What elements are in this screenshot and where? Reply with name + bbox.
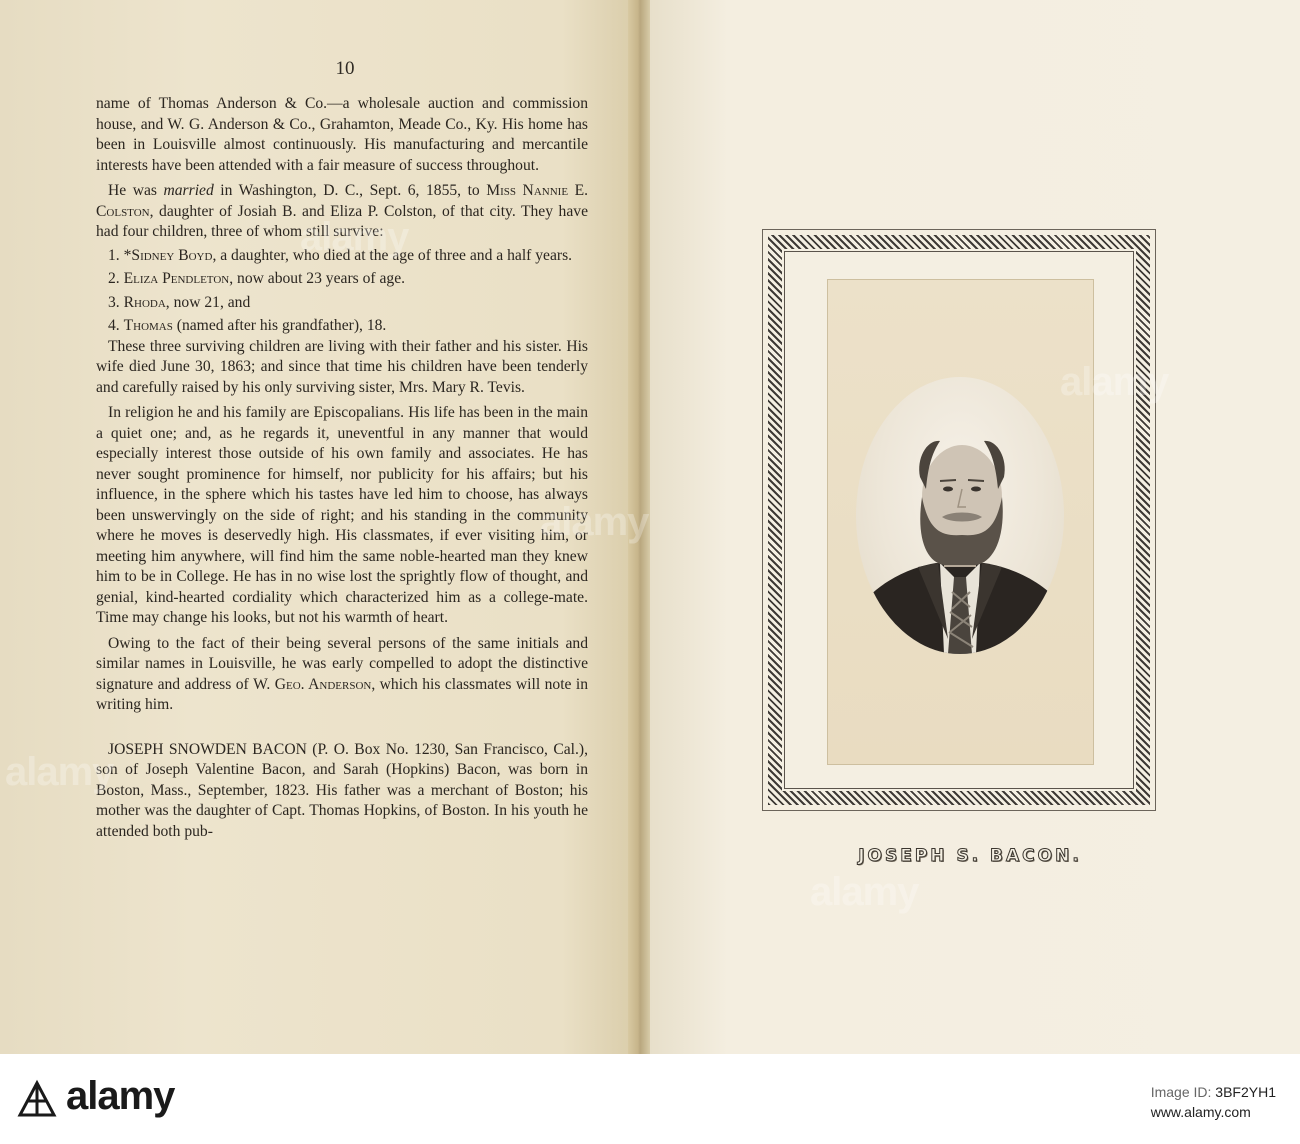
watermark-overlay-2: alamy bbox=[1060, 360, 1169, 404]
wife-name: Miss Nannie E. Colston bbox=[96, 182, 588, 220]
watermark-overlay-3: alamy bbox=[540, 500, 649, 544]
paragraph-5: Owing to the fact of their being several persons of the same initials and similar names in Louisville, he was early compelled to adopt the distinctive signature and address of W. Geo. Anderson, which his classmates will note in writing him. bbox=[96, 634, 589, 713]
watermark-bar bbox=[0, 1054, 1300, 1144]
paragraph-bacon-entry: JOSEPH SNOWDEN BACON (P. O. Box No. 1230, San Francisco, Cal.), son of Joseph Valentine Bacon, and Sarah (Hopkins) Bacon, was born in Boston, Mass., September, 1823. His father was a merchant of Boston; his mother was the daughter of Capt. Thomas Hopkins, of Boston. In his youth he attended both pub- bbox=[96, 740, 588, 840]
image-id-value: 3BF2YH1 bbox=[1215, 1084, 1276, 1100]
alamy-logo-icon bbox=[14, 1077, 60, 1123]
child-item-4: 4. Thomas (named after his grandfather), 18. bbox=[108, 317, 387, 334]
married-word: married bbox=[163, 182, 214, 199]
watermark-meta bbox=[1151, 1082, 1276, 1122]
paragraph-1: name of Thomas Anderson & Co.—a wholesale auction and commission house, and W. G. Anderson & Co., Grahamton, Meade Co., Ky. His home has been in Louisville almost continuously. His manufacturing and mercantile interests have been attended with a fair measure of success throughout. bbox=[96, 95, 588, 174]
paragraph-2: He was married in Washington, D. C., Sept. 6, 1855, to Miss Nannie E. Colston, daughter of Josiah B. and Eliza P. Colston, of that city. They have had four children, three of whom still survive: bbox=[96, 182, 588, 240]
watermark-overlay-4: alamy bbox=[5, 750, 114, 794]
alamy-site: www.alamy.com bbox=[1150, 1104, 1251, 1120]
watermark-overlay-5: alamy bbox=[810, 870, 919, 914]
page-number: 10 bbox=[335, 58, 355, 79]
biography-text bbox=[96, 94, 588, 842]
child-item-2: 2. Eliza Pendleton, now about 23 years of age. bbox=[108, 270, 406, 287]
paragraph-3: These three surviving children are living with their father and his sister. His wife died June 30, 1863; and since that time his children have been tenderly and carefully raised by his only surviving sister, Mrs. Mary R. Tevis. bbox=[96, 337, 588, 396]
child-item-3: 3. Rhoda, now 21, and bbox=[108, 293, 251, 311]
image-id-label: Image ID: bbox=[1150, 1084, 1212, 1100]
paragraph-4: In religion he and his family are Episcopalians. His life has been in the main a quiet one; and, as he regards it, uneventful in any manner that would especially interest those outside of his own family and associates. He has never sought prominence for himself, nor publicity for his affairs; but his influence, in the sphere which his tastes have led him to choose, has always been unswervingly on the side of right; and his standing in the community where he moves is deservedly high. His classmates, if ever visiting him, or meeting him anywhere, will find him the same noble-hearted man they knew him to be in College. He has in no wise lost the sprightly flow of thought, and genial, kind-hearted cordiality which characterized him as a college-mate. Time may change his looks, but not his warmth of heart. bbox=[96, 404, 588, 626]
book-gutter bbox=[628, 0, 650, 1054]
portrait-photo-card bbox=[828, 280, 1093, 764]
portrait-figure bbox=[856, 377, 1064, 654]
portrait-caption: JOSEPH S. BACON. bbox=[858, 846, 1082, 866]
alamy-brand: alamy bbox=[66, 1074, 175, 1118]
child-item-1: 1. *Sidney Boyd, a daughter, who died at the age of three and a half years. bbox=[108, 246, 573, 264]
portrait-oval bbox=[856, 377, 1064, 654]
signature-name: W. Geo. Anderson bbox=[253, 675, 372, 693]
watermark-overlay-1: alamy bbox=[300, 215, 409, 259]
